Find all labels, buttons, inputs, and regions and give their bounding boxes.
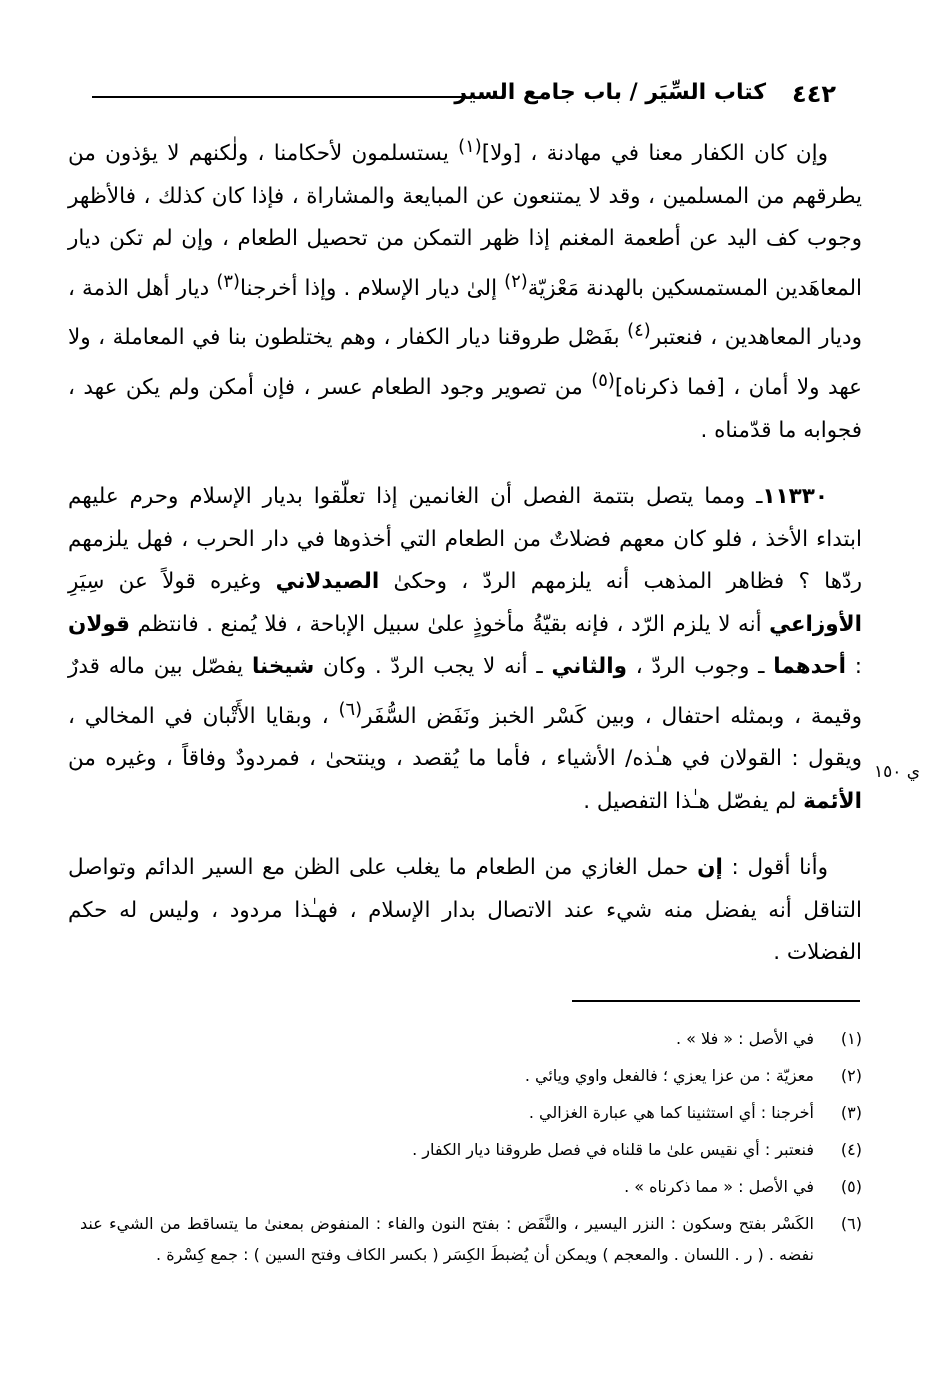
paragraph-2 (68, 476, 862, 823)
footnotes (80, 1020, 862, 1270)
footnote-ref: (٤) (627, 320, 651, 342)
chapter-title: كتاب السِّيَر / باب جامع السير (454, 80, 766, 105)
running-header (80, 74, 846, 118)
text-run: وغيره قولاً عن سِيَرِ (68, 569, 276, 595)
bold-term: الأئمة (803, 788, 862, 814)
bold-term: الصيدلاني (275, 569, 380, 595)
footnote-mark: (٦) (840, 1214, 862, 1233)
bold-term: أحدهما (773, 654, 846, 680)
footnote (80, 1205, 862, 1270)
text-run: ـ أنه لا يجب الردّ . وكان (314, 654, 552, 680)
footnote-text: معزيّة : من عزا يعزي ؛ فالفعل واوي ويائي . (524, 1066, 814, 1085)
footnote-text: الكَسْر بفتح وسكون : النزر اليسير ، والنَّفَض : بفتح النون والفاء : المنفوض بمعنىٰ ما يتساقط من الشيء عند نفضه . ( ر . اللسان . والمعجم ) ويمكن أن يُضبطَ الكِسَر ( بكسر الكاف وفتح السين ) : جمع كِسْرة . (80, 1214, 814, 1264)
paragraph-number: ١١٣٣٠ (762, 484, 828, 510)
footnote (80, 1094, 862, 1131)
footnote-mark: (١) (840, 1029, 862, 1048)
footnote (80, 1057, 862, 1094)
text-run: ـ وجوب الردّ ، (626, 654, 774, 680)
text-run: لم يفصّل هـٰذا التفصيل . (583, 788, 804, 814)
text-run: يستسلمون لأحكامنا ، ولٰكنهم لا يؤذون من يطرقهم من المسلمين ، وقد لا يمتنعون عن المبايعة والمشاراة ، فإذا كان كذلك ، فالأظهر وجوب كف اليد عن أطعمة المغنم إذا ظهر التمكن من تحصيل الطعام ، وإن لم تكن ديار المعاهَدين المستمسكين بالهدنة مَعْزيّة (68, 141, 862, 301)
text-run: ـ ومما يتصل بتتمة الفصل أن الغانمين إذا تعلّقوا بديار الإسلام وحرم عليهم ابتداء الأخذ ، فلو كان معهم فضلاتٌ من الطعام التي أخذوها في دار الحرب ، فهل يلزمهم ردّها ؟ فظاهر المذهب أنه يلزمهم الردّ ، وحكىٰ (68, 484, 862, 595)
paragraph-3 (68, 847, 862, 975)
footnote-mark: (٥) (840, 1177, 862, 1196)
footnote-ref: (٢) (504, 270, 528, 292)
text-run: إلىٰ ديار الإسلام . وإذا أخرجنا (239, 275, 505, 301)
text-run: ديار أهل الذمة ، وديار المعاهدين ، فنعتبر (68, 275, 862, 351)
footnote-text: في الأصل : « مما ذكرناه » . (624, 1177, 814, 1196)
footnote-ref: (٦) (338, 698, 363, 720)
footnote (80, 1020, 862, 1057)
bold-term: قولان (68, 611, 130, 637)
footnote-ref: (٥) (591, 369, 615, 391)
footnote-ref: (٣) (216, 270, 240, 292)
text-run: أنه لا يلزم الرّد ، فإنه بقيّةُ مأخوذٍ علىٰ سبيل الإباحة ، فلا يُمنع . فانتظم (129, 611, 770, 637)
text-run: وإن كان الكفار معنا في مهادنة ، [ولا] (481, 141, 828, 167)
footnote-text: في الأصل : « فلا » . (675, 1029, 814, 1048)
footnote-text: أخرجنا : أي استثنينا كما هي عبارة الغزالي . (528, 1103, 814, 1122)
bold-term: والثاني (551, 654, 627, 680)
text-run: بفَصْل طروقنا ديار الكفار ، وهم يختلطون بنا في المعاملة ، ولا عهد ولا أمان ، [فما ذكرناه] (68, 325, 862, 401)
footnote-rule (572, 1000, 860, 1002)
bold-term: إن (697, 855, 723, 881)
footnote-mark: (٣) (840, 1103, 862, 1122)
text-run: يفصّل بين ماله قدرٌ وقيمة ، وبمثله احتفال ، وبين كَسْر الخبز ونَفَض السُّفَر (68, 654, 863, 729)
footnote-mark: (٢) (840, 1066, 862, 1085)
footnote-mark: (٤) (840, 1140, 862, 1159)
footnote-text: فنعتبر : أي نقيس علىٰ ما قلناه في فصل طروقنا ديار الكفار . (412, 1140, 814, 1159)
bold-term: الأوزاعي (769, 611, 862, 637)
main-text (68, 126, 862, 975)
text-run: ، وبقايا الأَتْبان في المخالي ، ويقول : القولان في هـٰذه/ الأشياء ، فأما ما يُقصد ، وينتحىٰ ، فمردودٌ وفاقاً ، وغيره من (68, 703, 862, 772)
text-run: من تصوير وجود الطعام عسر ، فإن أمكن ولم يكن عهد ، فجوابه ما قدّمناه . (68, 375, 862, 443)
footnote-ref: (١) (458, 136, 482, 157)
manuscript-folio-note: ي ١٥٠ (874, 762, 921, 782)
text-run: حمل الغازي من الطعام ما يغلب على الظن مع السير الدائم وتواصل التناقل أنه يفضل منه شيء عند الاتصال بدار الإسلام ، فهـٰذا مردود ، وليس له حكم الفضلات . (68, 855, 862, 966)
footnote (80, 1131, 862, 1168)
header-rule (92, 96, 462, 98)
text-run: وأنا أقول : (722, 855, 828, 881)
paragraph-1 (68, 126, 862, 452)
text-run: : (845, 654, 863, 680)
bold-term: شيخنا (251, 654, 315, 680)
page-number: ٤٤٢ (792, 80, 836, 108)
footnote (80, 1168, 862, 1205)
